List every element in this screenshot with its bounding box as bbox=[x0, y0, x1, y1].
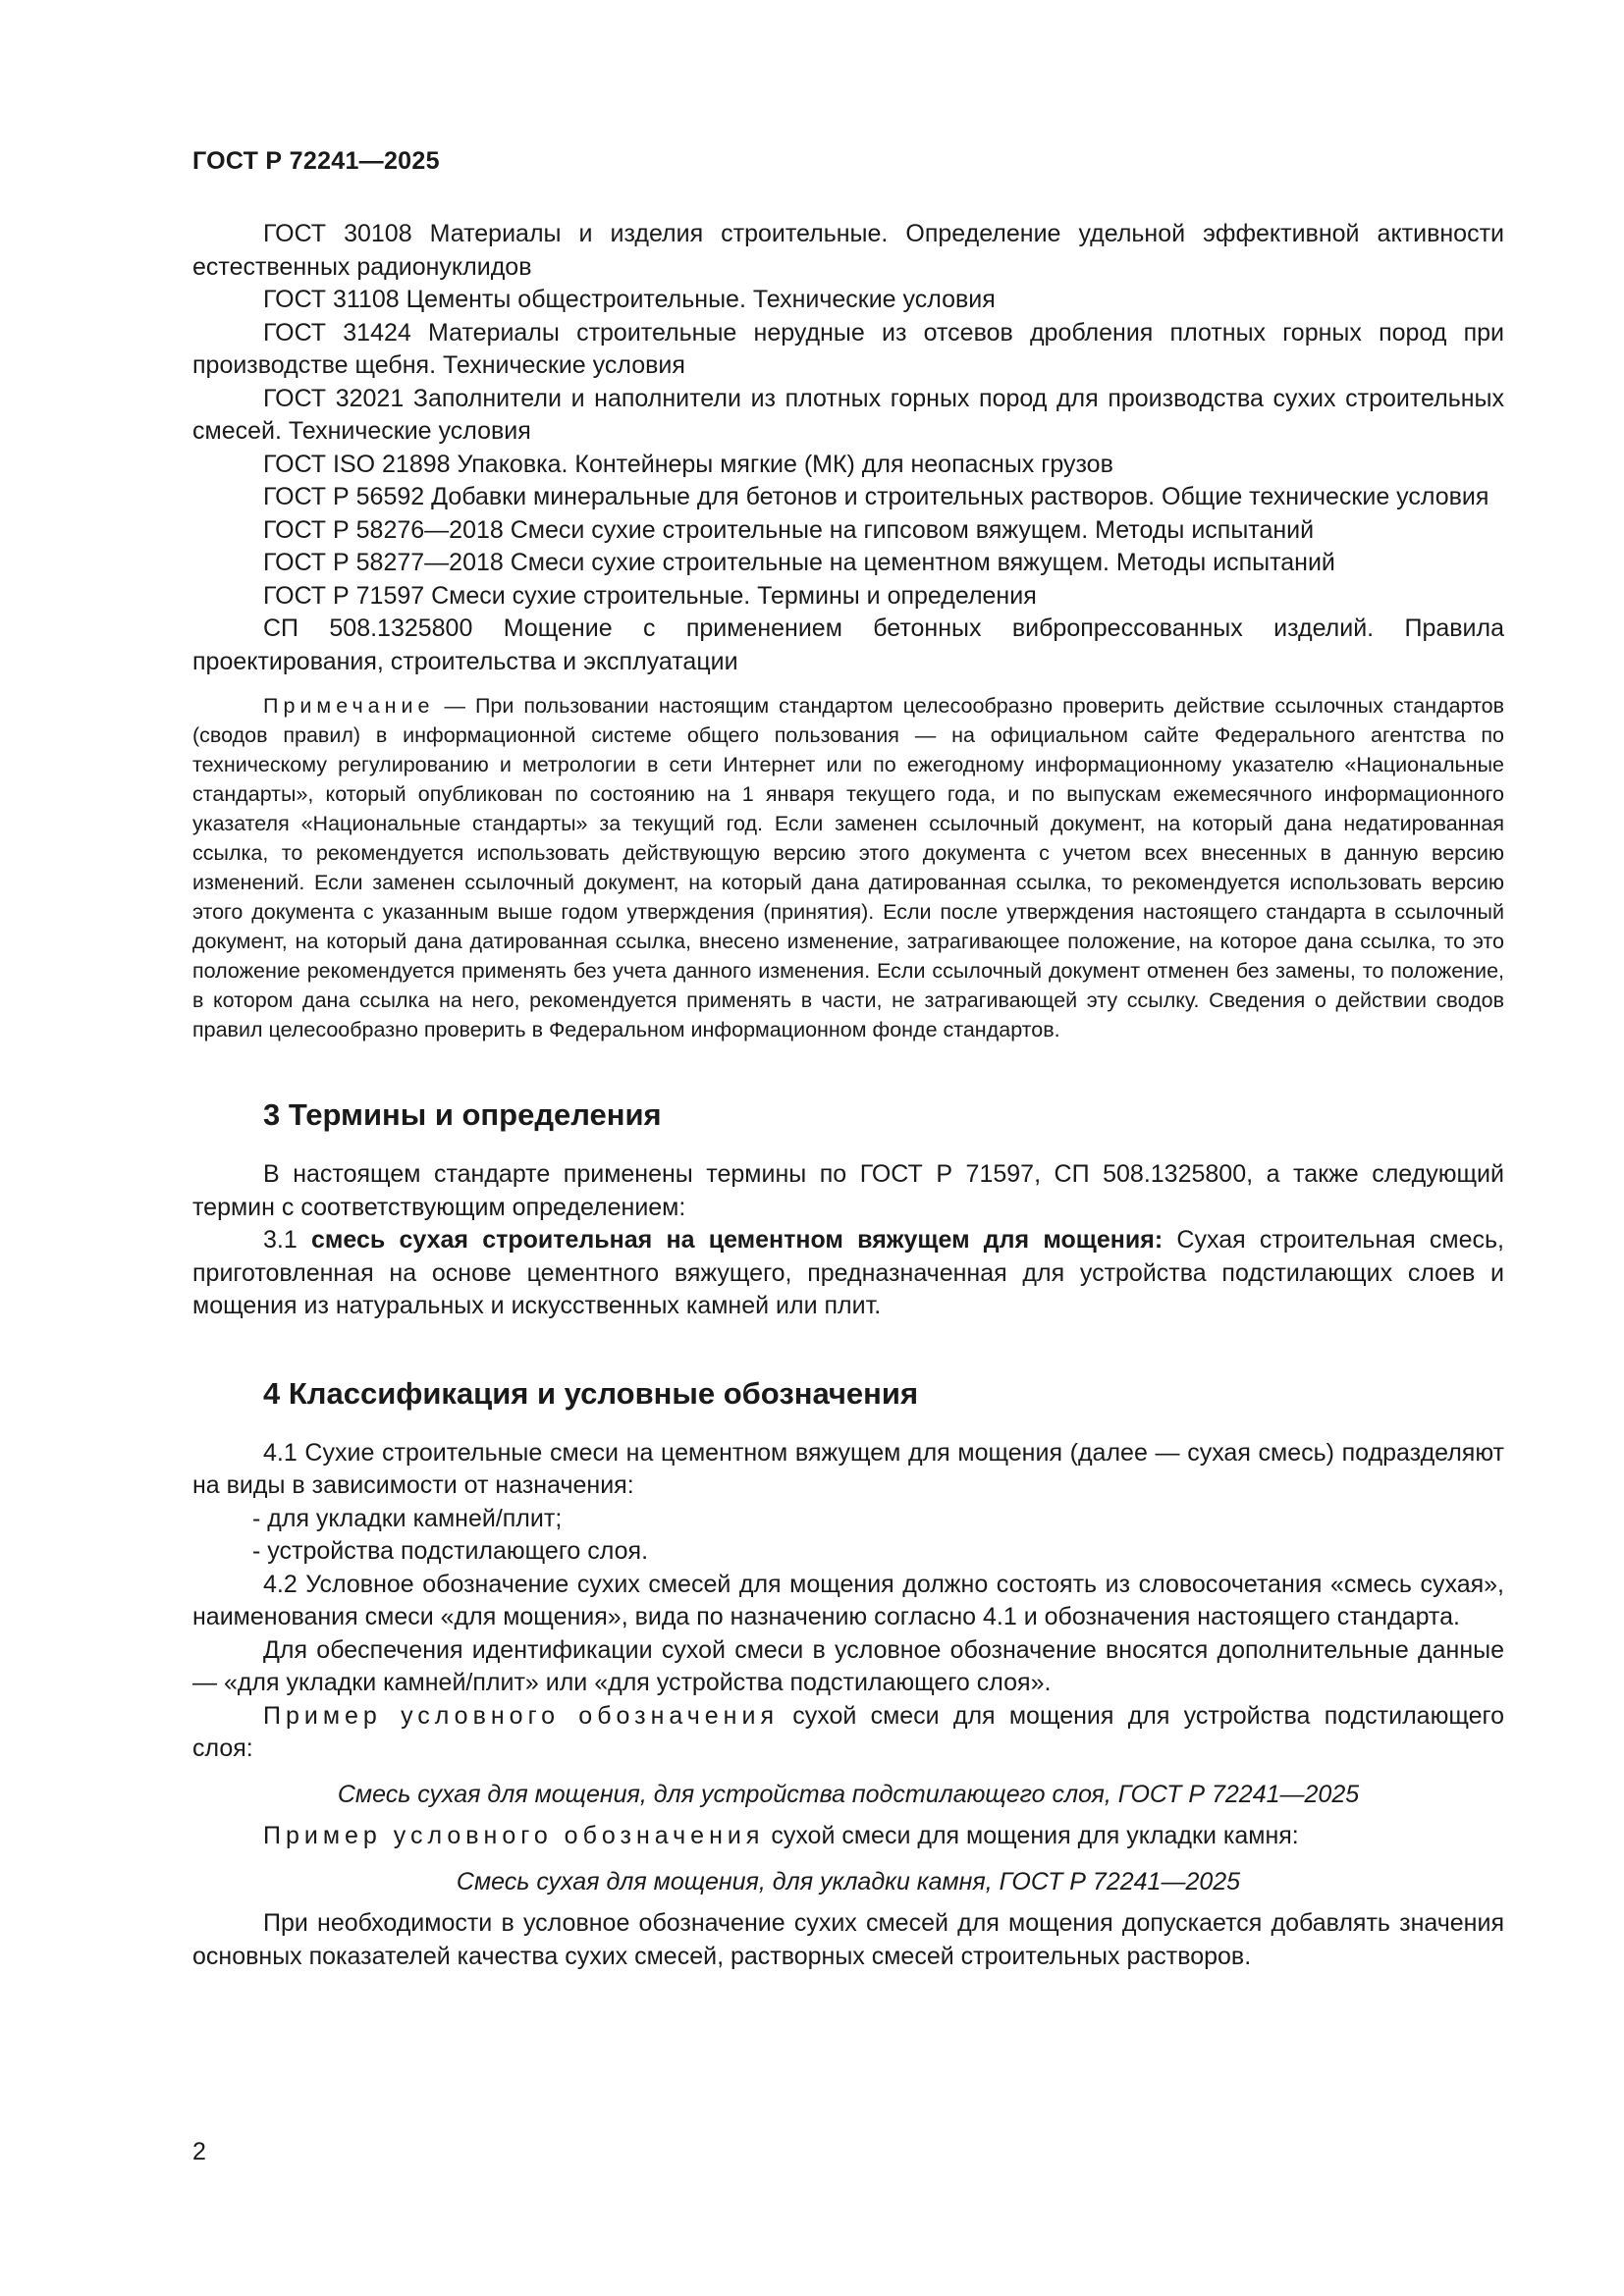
clause-4-2: 4.2 Условное обозначение сухих смесей для мощения должно состоять из словосочетания «смесь сухая», наименования смеси «для мощения», вида по назначению согласно 4.1 и обозначения настоящего стандарта. bbox=[192, 1570, 1504, 1630]
note-text: — При пользовании настоящим стандартом целесообразно проверить действие ссылочных стандартов (сводов правил) в информационной системе общего пользования — на официальном сайте Федерального агентства по техническому регулированию и метрологии в сети Интернет или по ежегодному информационному указателю «Национальные стандарты», который опубликован по состоянию на 1 января текущего года, и по выпускам ежемесячного информационного указателя «Национальные стандарты» за текущий год. Если заменен ссылочный документ, на который дана недатированная ссылка, то рекомендуется использовать действующую версию этого документа с учетом всех внесенных в данную версию изменений. Если заменен ссылочный документ, на который дана датированная ссылка, то рекомендуется использовать версию этого документа с указанным выше годом утверждения (принятия). Если после утверждения настоящего стандарта в ссылочный документ, на который дана датированная ссылка, внесено изменение, затрагивающее положение, на которое дана ссылка, то это положение рекомендуется применять без учета данного изменения. Если ссылочный документ отменен без замены, то положение, в котором дана ссылка на него, рекомендуется применять в части, не затрагивающей эту ссылку. Сведения о действии сводов правил целесообразно проверить в Федеральном информационном фонде стандартов. bbox=[192, 694, 1504, 1041]
identification-paragraph: Для обеспечения идентификации сухой смеси в условное обозначение вносятся дополнительные данные — «для укладки камней/плит» или «для устройства подстилающего слоя». bbox=[192, 1635, 1504, 1696]
section-3-intro: В настоящем стандарте применены термины по ГОСТ Р 71597, СП 508.1325800, а также следующий термин с соответствующим определением: bbox=[192, 1160, 1504, 1221]
example-1-intro bbox=[192, 1700, 1504, 1766]
term-definition-text: Сухая строительная смесь, приготовленная на основе цементного вяжущего, предназначенная для устройства подстилающих слоев и мощения из натуральных и искусственных камней или плит. bbox=[192, 1226, 1504, 1319]
reference-item: ГОСТ 32021 Заполнители и наполнители из плотных горных пород для производства сухих строительных смесей. Технические условия bbox=[192, 384, 1504, 445]
reference-item: ГОСТ 31424 Материалы строительные нерудные из отсевов дробления плотных горных пород при производстве щебня. Технические условия bbox=[192, 318, 1504, 379]
example-2-value: Смесь сухая для мощения, для укладки камня, ГОСТ Р 72241—2025 bbox=[456, 1867, 1241, 1896]
reference-item: ГОСТ Р 58276—2018 Смеси сухие строительные на гипсовом вяжущем. Методы испытаний bbox=[263, 515, 1315, 544]
reference-item: ГОСТ Р 71597 Смеси сухие строительные. Термины и определения bbox=[263, 581, 1037, 610]
list-item: - для укладки камней/плит; bbox=[252, 1504, 563, 1532]
page-number: 2 bbox=[192, 2138, 206, 2165]
final-paragraph: При необходимости в условное обозначение сухих смесей для мощения допускается добавлять значения основных показателей качества сухих смесей, растворных смесей строительных растворов. bbox=[192, 1909, 1504, 1970]
document-body bbox=[192, 218, 1504, 1973]
term-number: 3.1 bbox=[263, 1226, 311, 1254]
reference-item: ГОСТ Р 58277—2018 Смеси сухие строительные на цементном вяжущем. Методы испытаний bbox=[263, 549, 1335, 576]
section-3-heading: 3 Термины и определения bbox=[263, 1097, 662, 1132]
example-label: Пример условного обозначения bbox=[263, 1822, 765, 1849]
reference-item: ГОСТ Р 56592 Добавки минеральные для бетонов и строительных растворов. Общие технические условия bbox=[263, 483, 1489, 510]
note-paragraph bbox=[192, 691, 1504, 1044]
example-label: Пример условного обозначения bbox=[263, 1701, 779, 1730]
document-header: ГОСТ Р 72241—2025 bbox=[192, 147, 440, 175]
reference-item: ГОСТ ISO 21898 Упаковка. Контейнеры мягкие (МК) для неопасных грузов bbox=[263, 450, 1113, 478]
section-4-heading: 4 Классификация и условные обозначения bbox=[263, 1375, 919, 1411]
list-item: - устройства подстилающего слоя. bbox=[252, 1537, 649, 1565]
note-label: Примечание bbox=[263, 694, 435, 718]
example-1-value: Смесь сухая для мощения, для устройства подстилающего слоя, ГОСТ Р 72241—2025 bbox=[337, 1780, 1360, 1808]
example-text: сухой смеси для мощения для устройства подстилающего слоя: bbox=[192, 1701, 1504, 1762]
clause-4-1: 4.1 Сухие строительные смеси на цементном вяжущем для мощения (далее — сухая смесь) подразделяют на виды в зависимости от назначения: bbox=[192, 1438, 1504, 1499]
reference-item: ГОСТ 30108 Материалы и изделия строительные. Определение удельной эффективной активности естественных радионуклидов bbox=[192, 220, 1504, 281]
example-2-intro bbox=[192, 1820, 1504, 1853]
reference-item: ГОСТ 31108 Цементы общестроительные. Технические условия bbox=[263, 286, 996, 313]
reference-item: СП 508.1325800 Мощение с применением бетонных вибропрессованных изделий. Правила проектирования, строительства и эксплуатации bbox=[192, 614, 1504, 675]
term-definition bbox=[192, 1224, 1504, 1323]
example-text: сухой смеси для мощения для укладки камня: bbox=[764, 1822, 1299, 1849]
term-name: смесь сухая строительная на цементном вяжущем для мощения: bbox=[310, 1226, 1164, 1254]
